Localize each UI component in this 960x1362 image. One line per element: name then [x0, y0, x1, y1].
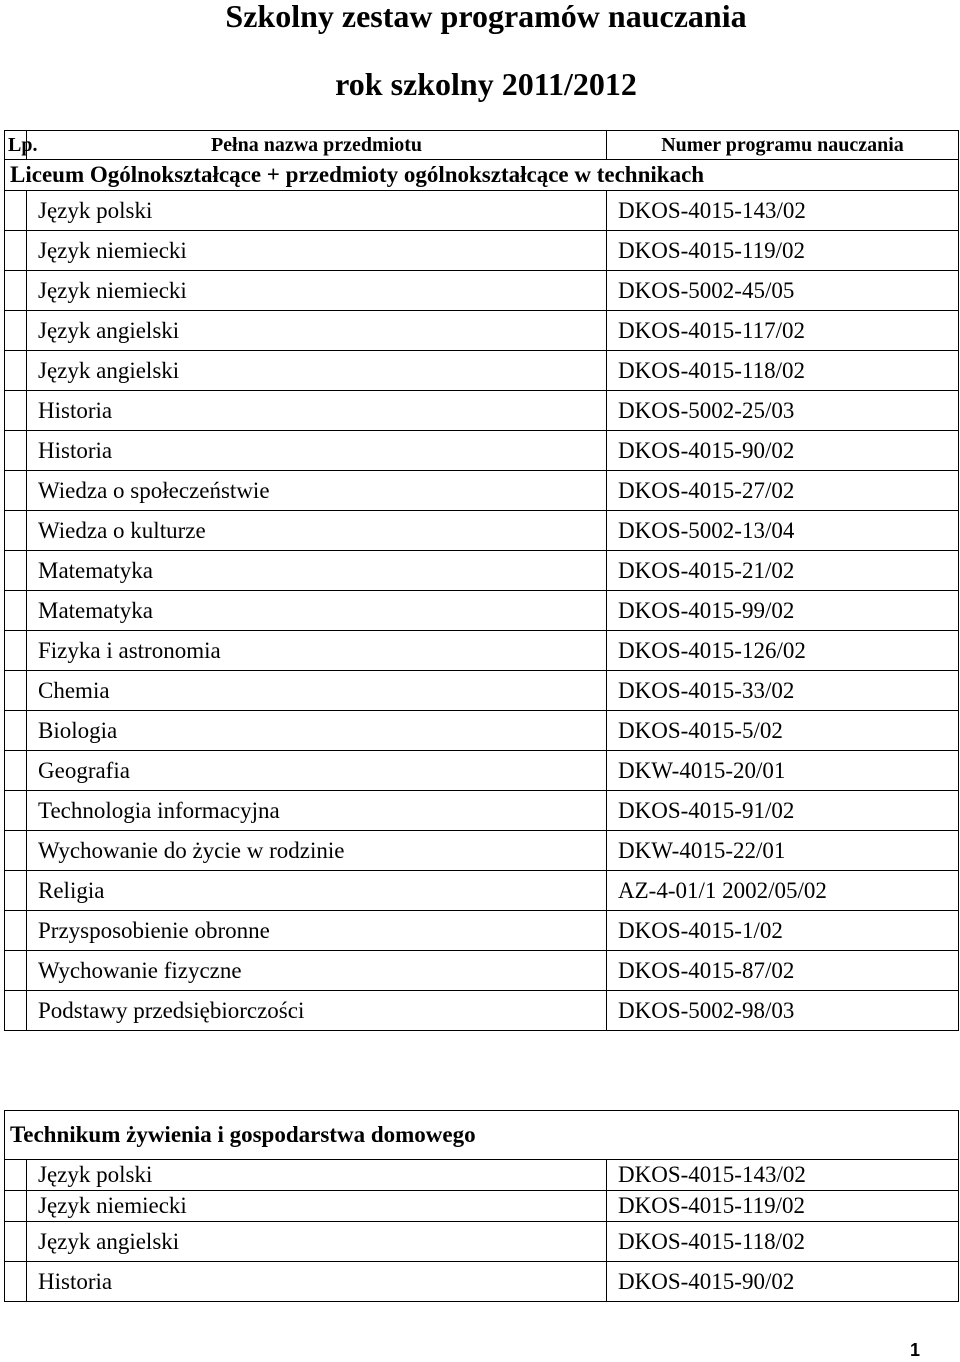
subject-name-cell: Biologia [27, 711, 607, 751]
subject-name-cell: Wiedza o kulturze [27, 511, 607, 551]
program-number-cell: DKOS-4015-119/02 [607, 1191, 959, 1222]
subject-name-cell: Język angielski [27, 351, 607, 391]
row-lp-cell [5, 591, 27, 631]
table-row [5, 671, 959, 711]
row-lp-cell [5, 1191, 27, 1222]
subject-name-cell: Matematyka [27, 591, 607, 631]
subject-name-cell: Religia [27, 871, 607, 911]
subject-name-cell: Podstawy przedsiębiorczości [27, 991, 607, 1031]
subject-name-cell: Fizyka i astronomia [27, 631, 607, 671]
programs-table-lo [4, 130, 959, 1031]
subject-name-cell: Język niemiecki [27, 1191, 607, 1222]
subject-name-cell: Przysposobienie obronne [27, 911, 607, 951]
section-header-row [5, 1111, 959, 1160]
row-lp-cell [5, 391, 27, 431]
table-row [5, 1222, 959, 1262]
program-number-cell: DKOS-4015-99/02 [607, 591, 959, 631]
row-lp-cell [5, 1160, 27, 1191]
subject-name-cell: Chemia [27, 671, 607, 711]
program-number-cell: DKOS-4015-21/02 [607, 551, 959, 591]
program-number-cell: DKOS-5002-25/03 [607, 391, 959, 431]
row-lp-cell [5, 351, 27, 391]
row-lp-cell [5, 471, 27, 511]
row-lp-cell [5, 271, 27, 311]
table-row [5, 391, 959, 431]
row-lp-cell [5, 231, 27, 271]
program-number-cell: DKOS-4015-118/02 [607, 351, 959, 391]
program-number-cell: DKOS-4015-1/02 [607, 911, 959, 951]
table-row [5, 1191, 959, 1222]
program-number-cell: DKOS-4015-143/02 [607, 1160, 959, 1191]
table-row [5, 871, 959, 911]
document-title: Szkolny zestaw programów nauczania [225, 0, 747, 34]
table-row [5, 631, 959, 671]
row-lp-cell [5, 631, 27, 671]
program-number-cell: DKOS-5002-45/05 [607, 271, 959, 311]
program-number-cell: DKOS-4015-87/02 [607, 951, 959, 991]
program-number-cell: DKW-4015-20/01 [607, 751, 959, 791]
program-number-cell: DKOS-4015-126/02 [607, 631, 959, 671]
header-program-number: Numer programu nauczania [607, 131, 959, 160]
page-number: 1 [909, 1340, 920, 1360]
section-header-row [5, 160, 959, 191]
row-lp-cell [5, 511, 27, 551]
program-number-cell: DKOS-4015-118/02 [607, 1222, 959, 1262]
program-number-cell: DKOS-5002-13/04 [607, 511, 959, 551]
subject-name-cell: Historia [27, 1262, 607, 1302]
row-lp-cell [5, 831, 27, 871]
program-number-cell: DKOS-4015-27/02 [607, 471, 959, 511]
program-number-cell: DKOS-4015-5/02 [607, 711, 959, 751]
table-row [5, 351, 959, 391]
program-number-cell: DKOS-4015-91/02 [607, 791, 959, 831]
program-number-cell: DKOS-4015-143/02 [607, 191, 959, 231]
table-row [5, 551, 959, 591]
subject-name-cell: Wychowanie fizyczne [27, 951, 607, 991]
program-number-cell: DKOS-4015-117/02 [607, 311, 959, 351]
subject-name-cell: Język niemiecki [27, 271, 607, 311]
row-lp-cell [5, 911, 27, 951]
subject-name-cell: Język angielski [27, 311, 607, 351]
subject-name-cell: Historia [27, 431, 607, 471]
subject-name-cell: Wiedza o społeczeństwie [27, 471, 607, 511]
row-lp-cell [5, 671, 27, 711]
program-number-cell: DKOS-4015-90/02 [607, 1262, 959, 1302]
table-row [5, 831, 959, 871]
table-row [5, 311, 959, 351]
section-title-lo: Liceum Ogólnokształcące + przedmioty ogólnokształcące w technikach [5, 160, 959, 191]
subject-name-cell: Język angielski [27, 1222, 607, 1262]
program-number-cell: DKOS-5002-98/03 [607, 991, 959, 1031]
row-lp-cell [5, 311, 27, 351]
subject-name-cell: Historia [27, 391, 607, 431]
subject-name-cell: Technologia informacyjna [27, 791, 607, 831]
program-number-cell: DKOS-4015-119/02 [607, 231, 959, 271]
row-lp-cell [5, 871, 27, 911]
row-lp-cell [5, 951, 27, 991]
row-lp-cell [5, 751, 27, 791]
table-row [5, 1160, 959, 1191]
header-lp: Lp. [5, 131, 27, 160]
row-lp-cell [5, 991, 27, 1031]
row-lp-cell [5, 551, 27, 591]
row-lp-cell [5, 191, 27, 231]
table-header-row [5, 131, 959, 160]
program-number-cell: DKOS-4015-33/02 [607, 671, 959, 711]
table-row [5, 511, 959, 551]
table-row [5, 911, 959, 951]
program-number-cell: DKW-4015-22/01 [607, 831, 959, 871]
school-year-subtitle: rok szkolny 2011/2012 [335, 66, 637, 102]
subject-name-cell: Język polski [27, 1160, 607, 1191]
programs-table-technikum [4, 1110, 959, 1302]
table-row [5, 991, 959, 1031]
row-lp-cell [5, 791, 27, 831]
table-row [5, 711, 959, 751]
program-number-cell: AZ-4-01/1 2002/05/02 [607, 871, 959, 911]
row-lp-cell [5, 431, 27, 471]
section-title-technikum: Technikum żywienia i gospodarstwa domowego [5, 1111, 959, 1160]
table-row [5, 431, 959, 471]
table-row [5, 471, 959, 511]
table-row [5, 591, 959, 631]
row-lp-cell [5, 1262, 27, 1302]
subject-name-cell: Język polski [27, 191, 607, 231]
subject-name-cell: Geografia [27, 751, 607, 791]
subject-name-cell: Język niemiecki [27, 231, 607, 271]
table-row [5, 791, 959, 831]
program-number-cell: DKOS-4015-90/02 [607, 431, 959, 471]
table-row [5, 271, 959, 311]
table-row [5, 191, 959, 231]
table-row [5, 1262, 959, 1302]
row-lp-cell [5, 711, 27, 751]
subject-name-cell: Wychowanie do życie w rodzinie [27, 831, 607, 871]
table-row [5, 951, 959, 991]
table-row [5, 231, 959, 271]
table-row [5, 751, 959, 791]
header-subject-name: Pełna nazwa przedmiotu [27, 131, 607, 160]
subject-name-cell: Matematyka [27, 551, 607, 591]
row-lp-cell [5, 1222, 27, 1262]
